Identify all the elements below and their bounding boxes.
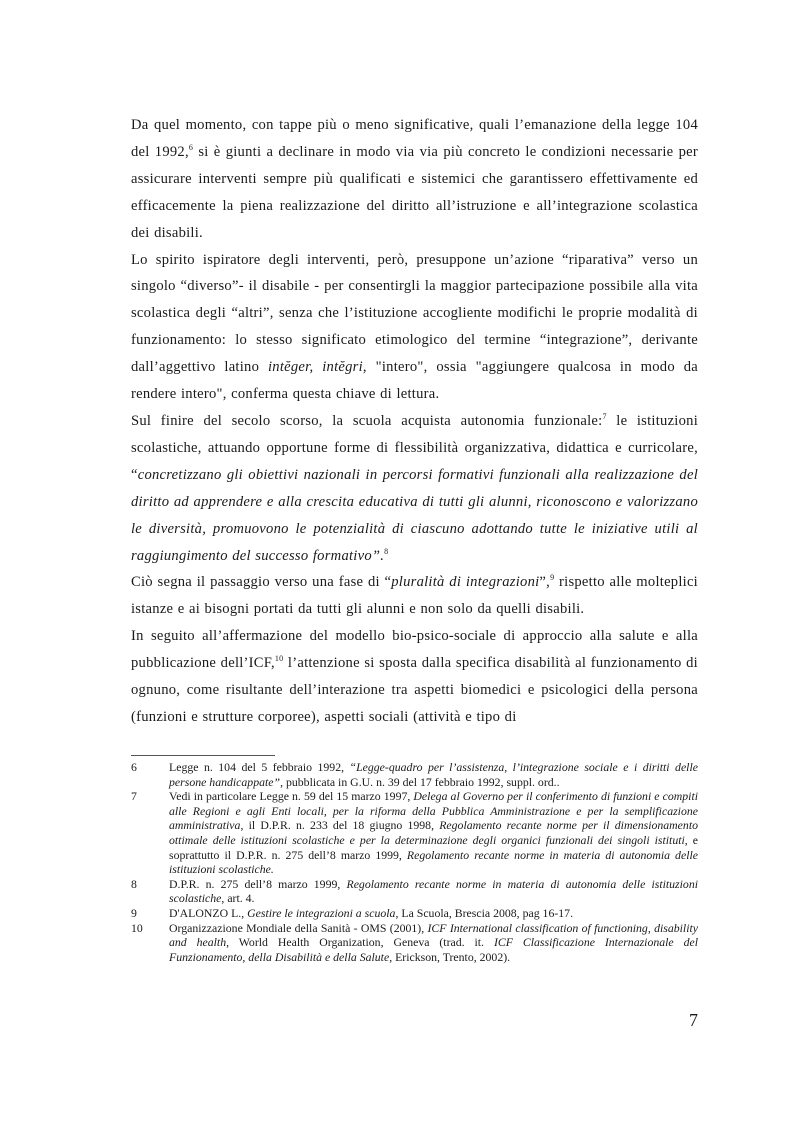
paragraph-4: Ciò segna il passaggio verso una fase di “pluralità di integrazioni”,$^9$ rispetto alle molteplici istanze e ai bisogni portati da tutti gli alunni e non solo da quelli disabili. [131, 573, 698, 618]
footnote-number: 7 [131, 789, 137, 804]
footnote-8 [131, 877, 698, 906]
body-text [131, 112, 698, 731]
page-number: 7 [689, 1010, 698, 1030]
footnote-6 [131, 760, 698, 789]
footnote-text: D.P.R. n. 275 dell’8 marzo 1999, Regolamento recante norme in materia di autonomia delle istituzioni scolastiche, art. 4. [169, 876, 699, 906]
paragraph-1: Da quel momento, con tappe più o meno significative, quali l’emanazione della legge 104 del 1992,$^6$ si è giunti a declinare in modo via via più concreto le condizioni necessarie per assicurare interventi sempre più qualificati e sistemici che garantissero effettivamente ed efficacemente la piena realizzazione del diritto all’istruzione e all’integrazione scolastica dei disabili. [131, 117, 698, 241]
footnote-number: 9 [131, 905, 137, 920]
footnote-9 [131, 906, 698, 921]
footnote-number: 8 [131, 876, 137, 891]
footnote-text: D'ALONZO L., Gestire le integrazioni a scuola, La Scuola, Brescia 2008, pag 16-17. [169, 905, 574, 920]
footnote-text: Organizzazione Mondiale della Sanità - OMS (2001), ICF International classification of functioning, disability and health, World Health Organization, Geneva (trad. it. ICF Classificazione Internazionale del Funzionamento, della Disabilità e della Salute, Erickson, Trento, 2002). [169, 920, 698, 964]
footnote-ref-6[interactable]: 6 [188, 142, 194, 152]
footnote-10 [131, 921, 698, 965]
footnote-ref-10[interactable]: 10 [274, 654, 284, 664]
footnote-separator [131, 755, 275, 756]
footnote-7 [131, 789, 698, 877]
footnotes [131, 760, 698, 964]
footnote-text: Legge n. 104 del 5 febbraio 1992, “Legge-quadro per l’assistenza, l’integrazione sociale e i diritti delle persone handicappate”, pubblicata in G.U. n. 39 del 17 febbraio 1992, suppl. ord.. [169, 760, 698, 789]
footnote-text: Vedi in particolare Legge n. 59 del 15 marzo 1997, Delega al Governo per il conferimento di funzioni e compiti alle Regioni e agli Enti locali, per la riforma della Pubblica Amministrazione e per la semplificazione amministrativa, il D.P.R. n. 233 del 18 giugno 1998, Regolamento recante norme per il dimensionamento ottimale delle istituzioni scolastiche e per la determinazione degli organici funzionali dei singoli istituti, e soprattutto il D.P.R. n. 275 dell’8 marzo 1999, Regolamento recante norme in materia di autonomia delle istituzioni scolastiche. [169, 789, 698, 877]
paragraph-3: Sul finire del secolo scorso, la scuola acquista autonomia funzionale:$^7$ le istituzioni scolastiche, attuando opportune forme di flessibilità organizzativa, didattica e curricolare, “concretizzano gli obiettivi nazionali in percorsi formativi funzionali alla realizzazione del diritto ad apprendere e alla crescita educativa di tutti gli alunni, riconoscono e valorizzano le diversità, promuovono le potenzialità di ciascuno adottando tutte le iniziative utili al raggiungimento del successo formativo”.$^8$ [131, 411, 698, 564]
footnote-ref-9[interactable]: 9 [550, 573, 555, 583]
footnote-ref-8[interactable]: 8 [384, 546, 389, 556]
paragraph-5: In seguito all’affermazione del modello bio-psico-sociale di approccio alla salute e alla pubblicazione dell’ICF,$^{10}$ l’attenzione si sposta dalla specifica disabilità al funzionamento di ognuno, come risultante dell’interazione tra aspetti biomedici e psicologici della persona (funzioni e strutture corporee), aspetti sociali (attività e tipo di [131, 628, 698, 725]
footnote-number: 10 [131, 920, 143, 935]
footnote-ref-7[interactable]: 7 [602, 411, 607, 421]
footnote-number: 6 [131, 760, 137, 774]
paragraph-2: Lo spirito ispiratore degli interventi, però, presuppone un’azione “riparativa” verso un singolo “diverso”- il disabile - per consentirgli la maggior partecipazione possibile alla vita scolastica degli “altri”, senza che l’istituzione accogliente modifichi le proprie modalità di funzionamento: lo stesso significato etimologico del termine “integrazione”, derivante dall’aggettivo latino intĕger, intĕgri, "intero", ossia "aggiungere qualcosa in modo da rendere intero", conferma questa chiave di lettura. [131, 251, 698, 403]
